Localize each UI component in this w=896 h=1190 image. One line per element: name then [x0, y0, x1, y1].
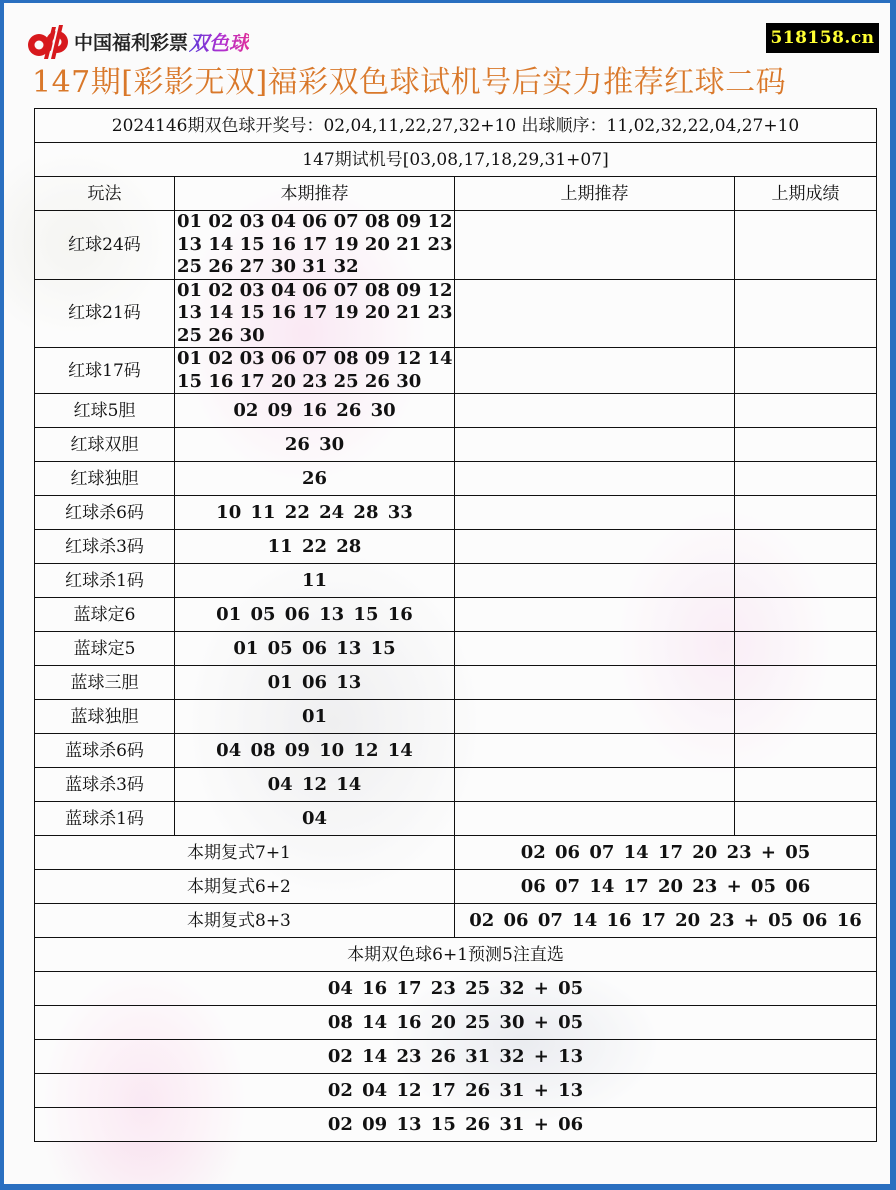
row-label: 红球杀1码: [35, 564, 175, 598]
compound-label: 本期复式6+2: [35, 870, 455, 904]
row-result: [735, 496, 877, 530]
table-row: [35, 802, 877, 836]
row-previous: [455, 530, 735, 564]
row-result: [735, 768, 877, 802]
table-row: [35, 700, 877, 734]
compound-numbers: 06 07 14 17 20 23 + 05 06: [455, 870, 877, 904]
table-row: [35, 496, 877, 530]
row-label: 蓝球杀6码: [35, 734, 175, 768]
row-current: 04 08 09 10 12 14: [175, 734, 455, 768]
row-result: [735, 598, 877, 632]
table-row: [35, 598, 877, 632]
logo-product-text: 双色球: [189, 27, 249, 56]
number-line: 13 14 15 16 17 19 20 21 23: [177, 302, 453, 323]
row-result: [735, 632, 877, 666]
number-line: 25 26 27 30 31 32: [177, 256, 359, 277]
table-row: [35, 564, 877, 598]
compound-row: [35, 836, 877, 870]
row-result: [735, 666, 877, 700]
row-result: [735, 462, 877, 496]
prediction-row: [35, 1074, 877, 1108]
compound-row: [35, 870, 877, 904]
trial-number-row: [35, 143, 877, 177]
row-current: [175, 279, 455, 348]
col-header-previous-result: 上期成绩: [735, 177, 877, 211]
row-label: 蓝球杀1码: [35, 802, 175, 836]
row-label: 红球双胆: [35, 428, 175, 462]
row-result: [735, 428, 877, 462]
draw-info: 2024146期双色球开奖号：02,04,11,22,27,32+10 出球顺序：11,02,32,22,04,27+10: [35, 109, 877, 143]
row-current: 01 06 13: [175, 666, 455, 700]
prediction-row: [35, 972, 877, 1006]
table-row: [35, 428, 877, 462]
logo: [26, 23, 249, 59]
site-badge[interactable]: 518158.cn: [766, 23, 879, 53]
row-result: [735, 348, 877, 394]
row-previous: [455, 666, 735, 700]
row-previous: [455, 734, 735, 768]
row-result: [735, 700, 877, 734]
table-row: [35, 211, 877, 280]
row-label: 红球5胆: [35, 394, 175, 428]
prediction-line: 02 14 23 26 31 32 + 13: [35, 1040, 877, 1074]
row-previous: [455, 462, 735, 496]
prediction-row: [35, 1040, 877, 1074]
row-previous: [455, 632, 735, 666]
row-current: [175, 211, 455, 280]
row-previous: [455, 598, 735, 632]
row-label: 红球独胆: [35, 462, 175, 496]
row-current: 01 05 06 13 15 16: [175, 598, 455, 632]
row-label: 红球杀6码: [35, 496, 175, 530]
row-current: 04: [175, 802, 455, 836]
row-current: 11 22 28: [175, 530, 455, 564]
table-row: [35, 394, 877, 428]
col-header-current: 本期推荐: [175, 177, 455, 211]
row-current: 02 09 16 26 30: [175, 394, 455, 428]
prediction-row: [35, 1108, 877, 1142]
compound-label: 本期复式7+1: [35, 836, 455, 870]
compound-numbers: 02 06 07 14 16 17 20 23 + 05 06 16: [455, 904, 877, 938]
prediction-line: 08 14 16 20 25 30 + 05: [35, 1006, 877, 1040]
row-current: 01: [175, 700, 455, 734]
table-row: [35, 530, 877, 564]
col-header-previous: 上期推荐: [455, 177, 735, 211]
row-result: [735, 279, 877, 348]
row-result: [735, 734, 877, 768]
prediction-line: 02 04 12 17 26 31 + 13: [35, 1074, 877, 1108]
row-current: 26: [175, 462, 455, 496]
welfare-lottery-logo-icon: [26, 23, 70, 59]
number-line: 25 26 30: [177, 324, 265, 346]
row-current: [175, 348, 455, 394]
row-previous: [455, 348, 735, 394]
logo-text: 中国福利彩票: [74, 31, 189, 54]
number-line: 13 14 15 16 17 19 20 21 23: [177, 233, 453, 255]
number-line: 01 02 03 04 06 07 08 09 12: [177, 279, 453, 301]
row-result: [735, 564, 877, 598]
page-title: 147期[彩影无双]福彩双色球试机号后实力推荐红球二码: [32, 65, 787, 100]
table-row: [35, 348, 877, 394]
prediction-row: [35, 1006, 877, 1040]
row-previous: [455, 700, 735, 734]
table-row: [35, 734, 877, 768]
prediction-line: 02 09 13 15 26 31 + 06: [35, 1108, 877, 1142]
row-previous: [455, 394, 735, 428]
row-previous: [455, 564, 735, 598]
row-previous: [455, 428, 735, 462]
trial-number: 147期试机号[03,08,17,18,29,31+07]: [35, 143, 877, 177]
col-header-play: 玩法: [35, 177, 175, 211]
row-current: 26 30: [175, 428, 455, 462]
row-result: [735, 802, 877, 836]
row-label: 蓝球杀3码: [35, 768, 175, 802]
row-label: 红球24码: [35, 211, 175, 280]
table-row: [35, 666, 877, 700]
table-row: [35, 632, 877, 666]
table-row: [35, 462, 877, 496]
row-result: [735, 530, 877, 564]
prediction-line: 04 16 17 23 25 32 + 05: [35, 972, 877, 1006]
draw-info-row: [35, 109, 877, 143]
row-previous: [455, 279, 735, 348]
compound-label: 本期复式8+3: [35, 904, 455, 938]
number-line: 01 02 03 06 07 08 09 12 14: [177, 348, 453, 369]
table-row: [35, 768, 877, 802]
compound-row: [35, 904, 877, 938]
row-label: 蓝球三胆: [35, 666, 175, 700]
row-current: 10 11 22 24 28 33: [175, 496, 455, 530]
recommendation-table: [34, 108, 877, 1142]
row-result: [735, 211, 877, 280]
number-line: 15 16 17 20 23 25 26 30: [177, 370, 422, 392]
row-previous: [455, 802, 735, 836]
row-label: 蓝球独胆: [35, 700, 175, 734]
row-label: 红球杀3码: [35, 530, 175, 564]
compound-numbers: 02 06 07 14 17 20 23 + 05: [455, 836, 877, 870]
row-current: 11: [175, 564, 455, 598]
row-label: 红球21码: [35, 279, 175, 348]
row-label: 蓝球定6: [35, 598, 175, 632]
row-previous: [455, 768, 735, 802]
row-label: 蓝球定5: [35, 632, 175, 666]
row-result: [735, 394, 877, 428]
row-current: 01 05 06 13 15: [175, 632, 455, 666]
number-line: 01 02 03 04 06 07 08 09 12: [177, 211, 453, 232]
row-previous: [455, 211, 735, 280]
column-header-row: [35, 177, 877, 211]
predictions-title: 本期双色球6+1预测5注直选: [35, 938, 877, 972]
row-current: 04 12 14: [175, 768, 455, 802]
row-previous: [455, 496, 735, 530]
predictions-title-row: [35, 938, 877, 972]
table-row: [35, 279, 877, 348]
row-label: 红球17码: [35, 348, 175, 394]
